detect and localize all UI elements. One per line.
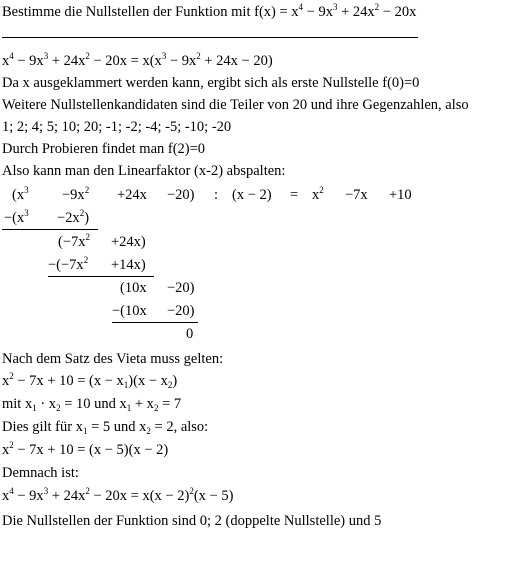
division-rule [2, 229, 98, 230]
division-dividend-term: $-9x^2$ [62, 185, 90, 203]
division-equals: = [290, 187, 299, 203]
division-rule [48, 276, 154, 277]
subtraction-term: $-2x^2$) [57, 208, 90, 226]
quotient-term: −7x [345, 187, 368, 203]
final-factorization: $x^4 - 9x^3 + 24x^2 - 20x = x(x - 2)^2(x - 5)$ [2, 486, 234, 504]
candidates-intro: Weitere Nullstellenkandidaten sind die Teiler von 20 und ihre Gegenzahlen, also [2, 97, 469, 113]
task-underline [2, 37, 418, 38]
division-colon: : [214, 187, 219, 203]
first-root-note: Da x ausgeklammert werden kann, ergibt sich als erste Nullstelle f(0)=0 [2, 75, 420, 91]
vieta-equation: $x^2 - 7x + 10 = (x - x_1)(x - x_2)$ [2, 371, 178, 390]
division-divisor: (x − 2) [232, 187, 272, 203]
remainder-term: (10x [120, 280, 147, 296]
linear-factor-line: Also kann man den Linearfaktor (x-2) abspalten: [2, 163, 286, 179]
final-remainder: 0 [186, 326, 194, 342]
division-dividend-term: +24x [117, 187, 147, 203]
division-dividend-term: −20) [167, 187, 195, 203]
division-rule [112, 322, 198, 323]
demnach-label: Demnach ist: [2, 465, 79, 481]
candidates-list: 1; 2; 4; 5; 10; 20; -1; -2; -4; -5; -10; -20 [2, 119, 232, 135]
factor-line: $x^4 - 9x^3 + 24x^2 - 20x = x(x^3 - 9x^2 + 24x - 20)$ [2, 51, 273, 69]
task-statement: Bestimme die Nullstellen der Funktion mit $f(x) = x^4 - 9x^3 + 24x^2 - 20x$ [2, 2, 417, 20]
subtraction-term: $-(-7x^2$ [48, 255, 89, 273]
vieta-solution: Dies gilt für $x_1 = 5$ und $x_2 = 2$, also: [2, 419, 209, 436]
vieta-conditions: mit $x_1 \cdot x_2 = 10$ und $x_1 + x_2 = 7$ [2, 396, 182, 413]
quotient-term: $x^2$ [312, 185, 324, 203]
subtraction-term: −(10x [112, 303, 147, 319]
result-statement: Die Nullstellen der Funktion sind 0; 2 (doppelte Nullstelle) und 5 [2, 513, 382, 529]
remainder-term: ($-7x^2$ [58, 232, 91, 250]
subtraction-term: $-(x^3$ [4, 208, 29, 226]
trial-line: Durch Probieren findet man f(2)=0 [2, 141, 206, 157]
subtraction-term: −20) [167, 303, 195, 319]
quotient-term: +10 [389, 187, 412, 203]
vieta-intro: Nach dem Satz des Vieta muss gelten: [2, 351, 224, 367]
remainder-term: +24x) [111, 234, 146, 250]
factorized-quadratic: $x^2 - 7x + 10 = (x - 5)(x - 2)$ [2, 440, 169, 458]
remainder-term: −20) [167, 280, 195, 296]
subtraction-term: +14x) [111, 257, 146, 273]
division-dividend-term: ($x^3$ [12, 185, 29, 203]
